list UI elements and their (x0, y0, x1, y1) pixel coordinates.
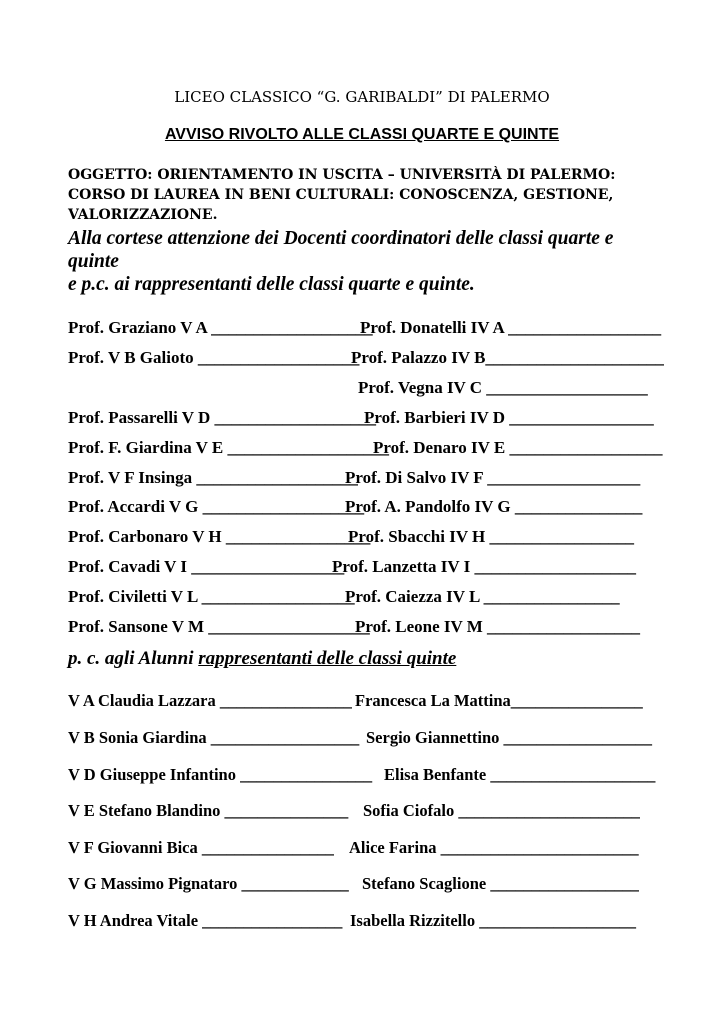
teacher-left-4: Prof. Passarelli V D ___________________ (68, 408, 377, 427)
student-left-1: V A Claudia Lazzara ________________ (68, 691, 352, 710)
student-left-5: V F Giovanni Bica ________________ (68, 838, 334, 857)
teacher-left-5: Prof. F. Giardina V E ___________________ (68, 438, 389, 457)
teacher-right-6: Prof. Di Salvo IV F __________________ (345, 468, 641, 487)
teacher-right-11: Prof. Leone IV M __________________ (355, 617, 641, 636)
teacher-right-1: Prof. Donatelli IV A __________________ (360, 318, 662, 337)
student-left-7: V H Andrea Vitale _________________ (68, 911, 343, 930)
attention-line-2: e p.c. ai rappresentanti delle classi quarte e quinte. (68, 274, 475, 295)
teacher-left-6: Prof. V F Insinga ___________________ (68, 468, 358, 487)
notice-heading: AVVISO RIVOLTO ALLE CLASSI QUARTE E QUINTE (164, 126, 560, 143)
teacher-right-2: Prof. Palazzo IV B_____________________ (351, 348, 664, 367)
student-left-3: V D Giuseppe Infantino ________________ (68, 765, 373, 784)
teacher-right-4: Prof. Barbieri IV D _________________ (364, 408, 654, 427)
attention-line-1: Alla cortese attenzione dei Docenti coordinatori delle classi quarte e quinte (68, 228, 614, 272)
teacher-left-9: Prof. Cavadi V I __________________ (68, 557, 345, 576)
teacher-left-7: Prof. Accardi V G ___________________ (68, 497, 365, 516)
student-right-6: Stefano Scaglione __________________ (362, 874, 639, 893)
student-right-3: Elisa Benfante ____________________ (384, 765, 656, 784)
student-right-4: Sofia Ciofalo ______________________ (363, 801, 640, 820)
subject-text: OGGETTO: ORIENTAMENTO IN USCITA – UNIVERSITÀ DI PALERMO: CORSO DI LAUREA IN BENI CULTURALI: CONOSCENZA, GESTIONE, VALORIZZAZIONE. (68, 167, 616, 223)
student-right-5: Alice Farina ________________________ (349, 838, 639, 857)
teacher-left-11: Prof. Sansone V M ___________________ (68, 617, 370, 636)
student-right-7: Isabella Rizzitello ___________________ (350, 911, 636, 930)
teacher-right-5: Prof. Denaro IV E __________________ (373, 438, 663, 457)
student-right-1: Francesca La Mattina________________ (355, 691, 643, 710)
student-left-2: V B Sonia Giardina __________________ (68, 728, 360, 747)
students-intro (68, 648, 456, 670)
school-title: LICEO CLASSICO “G. GARIBALDI” DI PALERMO (174, 88, 550, 106)
teacher-left-2: Prof. V B Galioto ___________________ (68, 348, 360, 367)
students-intro-underlined: rappresentanti delle classi quinte (198, 648, 457, 669)
teacher-right-3: Prof. Vegna IV C ___________________ (358, 378, 648, 397)
teacher-right-8: Prof. Sbacchi IV H _________________ (348, 527, 635, 546)
teacher-right-9: Prof. Lanzetta IV I ___________________ (332, 557, 636, 576)
student-left-4: V E Stefano Blandino _______________ (68, 801, 349, 820)
teacher-left-8: Prof. Carbonaro V H _________________ (68, 527, 371, 546)
attention-block (68, 227, 668, 296)
teacher-left-1: Prof. Graziano V A ___________________ (68, 318, 373, 337)
teacher-left-10: Prof. Civiletti V L __________________ (68, 587, 355, 606)
teacher-right-10: Prof. Caiezza IV L ________________ (345, 587, 620, 606)
students-intro-prefix: p. c. agli Alunni (68, 648, 199, 669)
teacher-right-7: Prof. A. Pandolfo IV G _______________ (345, 497, 643, 516)
student-left-6: V G Massimo Pignataro _____________ (68, 874, 349, 893)
student-right-2: Sergio Giannettino __________________ (366, 728, 653, 747)
